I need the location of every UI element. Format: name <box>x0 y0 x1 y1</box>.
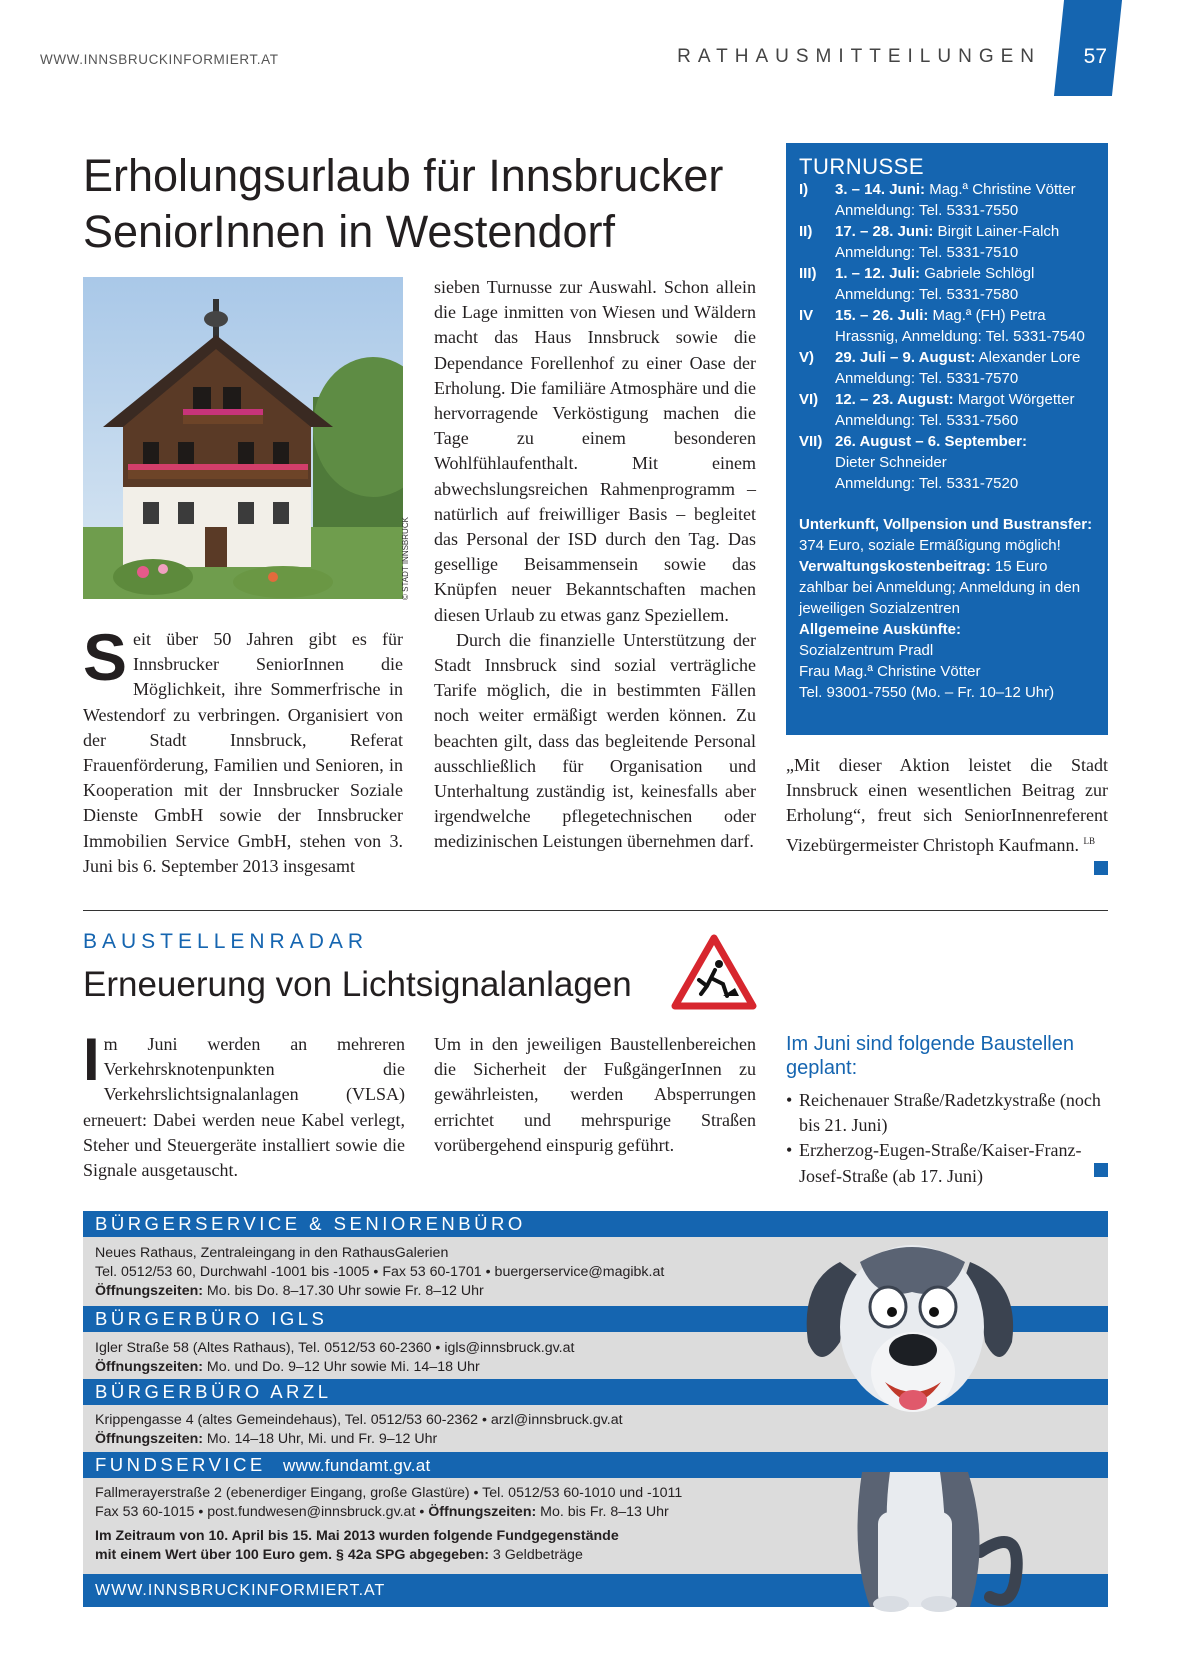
baustellen-label: BAUSTELLENRADAR <box>83 930 369 953</box>
service-bar-buergerservice: BÜRGERSERVICE & SENIORENBÜRO <box>83 1211 1108 1237</box>
turnus-phone: Anmeldung: Tel. 5331-7540 <box>901 328 1085 345</box>
fund-title: FUNDSERVICE <box>95 1454 266 1475</box>
info-line: Tel. 93001-7550 (Mo. – Fr. 10–12 Uhr) <box>799 684 1055 701</box>
baustellen-column-2 <box>434 1032 756 1158</box>
service-bar-arzl: BÜRGERBÜRO ARZL <box>83 1379 1108 1405</box>
service-line[interactable]: Fax 53 60-1015 • post.fundwesen@innsbruck.gv.at • <box>95 1504 429 1520</box>
baustellen-col1-text: m Juni werden an mehreren Verkehrsknotenpunkten die Verkehrslichtsignalanlagen (VLSA) erneuert: Dabei werden neue Kabel verlegt, Steher und Steuergeräte installiert sowie die Signale ausgetauscht. <box>83 1034 405 1181</box>
turnus-item <box>799 389 1094 431</box>
info-label: Allgemeine Auskünfte: <box>799 621 961 638</box>
article-title-line1: Erholungsurlaub für Innsbrucker <box>83 150 724 201</box>
turnus-phone: Anmeldung: Tel. 5331-7510 <box>835 244 1019 261</box>
turnus-leader: Mag.ª Christine Vötter <box>925 181 1076 198</box>
turnus-phone: Anmeldung: Tel. 5331-7580 <box>835 286 1019 303</box>
service-line[interactable]: Krippengasse 4 (altes Gemeindehaus), Tel. 0512/53 60-2362 • arzl@innsbruck.gv.at <box>95 1412 623 1428</box>
service-text <box>95 1244 664 1301</box>
footer-url[interactable]: WWW.INNSBRUCKINFORMIERT.AT <box>83 1574 1108 1607</box>
turnus-dates: 12. – 23. August: <box>835 391 954 408</box>
turnus-number: VI) <box>799 391 819 408</box>
turnus-leader: Dieter Schneider <box>835 454 947 471</box>
baustellen-col2-text: Um in den jeweiligen Baustellenbereichen die Sicherheit der FußgängerInnen zu gewährleisten, werden Absperrungen errichtet und mehrspurige Straßen vorübergehend einspurig geführt. <box>434 1034 756 1155</box>
turnus-leader: Mag.ª (FH) Petra Hrassnig, <box>835 307 1046 345</box>
header-url[interactable]: WWW.INNSBRUCKINFORMIERT.AT <box>40 52 279 67</box>
service-text <box>95 1411 623 1449</box>
turnus-phone: Anmeldung: Tel. 5331-7520 <box>835 475 1019 492</box>
turnus-item <box>799 263 1094 305</box>
section-divider <box>83 910 1108 911</box>
baustellen-list <box>786 1088 1108 1189</box>
drop-cap: S <box>83 620 128 694</box>
turnus-item <box>799 347 1094 389</box>
turnusse-box <box>786 143 1108 735</box>
turnus-dates: 29. Juli – 9. August: <box>835 349 976 366</box>
hours-value: Mo. bis Do. 8–17.30 Uhr sowie Fr. 8–12 Uhr <box>202 1283 484 1299</box>
turnus-dates: 1. – 12. Juli: <box>835 265 921 282</box>
turnus-leader: Gabriele Schlögl <box>920 265 1035 282</box>
turnus-dates: 26. August – 6. September: <box>835 433 1027 450</box>
turnus-item <box>799 179 1094 221</box>
turnus-item <box>799 221 1094 263</box>
drop-cap: I <box>83 1026 100 1093</box>
turnus-dates: 3. – 14. Juni: <box>835 181 926 198</box>
turnus-number: IV <box>799 307 814 324</box>
turnusse-info <box>799 514 1094 703</box>
fee-value: 15 Euro zahlbar bei Anmeldung; Anmeldung in den jeweiligen Sozialzentren <box>799 558 1081 617</box>
hours-value: Mo. und Do. 9–12 Uhr sowie Mi. 14–18 Uhr <box>202 1359 480 1375</box>
fund-notice-value: 3 Geldbeträge <box>488 1547 583 1563</box>
dog-mascot-illustration <box>800 1222 1030 1612</box>
list-item: • Reichenauer Straße/Radetzkystraße (noch bis 21. Juni) <box>786 1088 1108 1138</box>
roadwork-warning-icon <box>671 934 757 1012</box>
turnus-number: VII) <box>799 433 823 450</box>
turnus-number: I) <box>799 181 809 198</box>
article-column-1 <box>83 620 403 879</box>
end-mark-icon <box>1094 1163 1108 1177</box>
service-line[interactable]: Tel. 0512/53 60, Durchwahl -1001 bis -1005 • Fax 53 60-1701 • buergerservice@magibk.at <box>95 1264 665 1280</box>
turnus-dates: 15. – 26. Juli: <box>835 307 929 324</box>
quote-text: „Mit dieser Aktion leistet die Stadt Innsbruck einen wesentlichen Beitrag zur Erholung“, freut sich SeniorInnenreferent Vizebürgermeister Christoph Kaufmann. <box>786 755 1108 855</box>
hours-value: Mo. 14–18 Uhr, Mi. und Fr. 9–12 Uhr <box>202 1431 438 1447</box>
baustellen-title: Erneuerung von Lichtsignalanlagen <box>83 965 632 1004</box>
hours-label: Öffnungszeiten: <box>95 1431 203 1447</box>
turnus-leader: Alexander Lore <box>975 349 1081 366</box>
fee-label: Verwaltungskostenbeitrag: <box>799 558 991 575</box>
service-bar-igls: BÜRGERBÜRO IGLS <box>83 1306 1108 1332</box>
price-label: Unterkunft, Vollpension und Bustransfer: <box>799 516 1093 533</box>
house-photo <box>83 277 403 599</box>
baustellen-list-column <box>786 1032 1108 1189</box>
turnus-number: III) <box>799 265 817 282</box>
article-col1-text: eit über 50 Jahren gibt es für Innsbrucker SeniorInnen die Möglichkeit, ihre Sommerfrische in Westendorf zu verbringen. Organisiert von der Stadt Innsbruck, Referat Frauenförderung, Familien und Senioren, in Kooperation mit der Innsbrucker Soziale Dienste GmbH sowie der Innsbrucker Immobilien Service GmbH, stehen von 3. Juni bis 6. September 2013 insgesamt <box>83 629 403 876</box>
article-column-2 <box>434 275 756 855</box>
hours-label: Öffnungszeiten: <box>95 1283 203 1299</box>
author-initials: LB <box>1083 835 1096 846</box>
article-col2-para2: Durch die finanzielle Unterstützung der Stadt Innsbruck sind sozial verträgliche Tarife möglich, die in bestimmten Fällen noch weiter ermäßigt werden können. Zu beachten gilt, dass das begleitende Personal ausschließlich für Organisation und Unterhaltung zuständig ist, keinesfalls aber irgendwelche pflegetechnischen oder medizinischen Leistungen übernehmen darf. <box>434 629 756 852</box>
baustellen-list-heading: Im Juni sind folgende Baustellen geplant: <box>786 1033 1074 1079</box>
turnus-leader: Birgit Lainer-Falch <box>933 223 1060 240</box>
section-title: RATHAUSMITTEILUNGEN <box>677 46 1041 67</box>
turnus-item <box>799 305 1094 347</box>
list-item: • Erzherzog-Eugen-Straße/Kaiser-Franz-Josef-Straße (ab 17. Juni) <box>786 1138 1108 1188</box>
turnus-phone: Anmeldung: Tel. 5331-7550 <box>835 202 1019 219</box>
service-line: Neues Rathaus, Zentraleingang in den RathausGalerien <box>95 1245 449 1261</box>
end-mark-icon <box>1094 861 1108 875</box>
info-line: Sozialzentrum Pradl <box>799 642 934 659</box>
turnus-phone: Anmeldung: Tel. 5331-7570 <box>835 370 1019 387</box>
turnus-item <box>799 431 1094 494</box>
hours-value: Mo. bis Fr. 8–13 Uhr <box>536 1504 669 1520</box>
hours-label: Öffnungszeiten: <box>428 1504 537 1520</box>
turnus-list <box>799 179 1094 494</box>
service-line[interactable]: Igler Straße 58 (Altes Rathaus), Tel. 0512/53 60-2360 • igls@innsbruck.gv.at <box>95 1340 575 1356</box>
photo-credit: © STADT INNSBRUCK <box>401 517 410 600</box>
service-text <box>95 1484 682 1565</box>
info-line: Frau Mag.ª Christine Vötter <box>799 663 981 680</box>
article-title-line2: SeniorInnen in Westendorf <box>83 206 616 257</box>
service-text <box>95 1339 574 1377</box>
turnus-number: II) <box>799 223 813 240</box>
service-line: Fallmerayerstraße 2 (ebenerdiger Eingang, große Glastüre) • Tel. 0512/53 60-1010 und -1011 <box>95 1485 683 1501</box>
fund-url[interactable]: www.fundamt.gv.at <box>283 1456 431 1475</box>
baustellen-column-1 <box>83 1026 405 1183</box>
fund-notice: Im Zeitraum von 10. April bis 15. Mai 2013 wurden folgende Fundgegenstände <box>95 1528 619 1544</box>
price-value: 374 Euro, soziale Ermäßigung möglich! <box>799 537 1061 554</box>
article-col2-para1: sieben Turnusse zur Auswahl. Schon allein die Lage inmitten von Wiesen und Wäldern macht das Haus Innsbruck sowie die Dependance Forellenhof zu einer Oase der Erholung. Die familiäre Atmosphäre und die hervorragende Verköstigung machen die Tage zu einem besonderen Wohlfühlaufenthalt. Mit einem abwechslungsreichen Rahmenprogramm – natürlich auf freiwilliger Basis – begleitet das Personal der ISD durch den Tag. Das gesellige Beisammensein sowie das Knüpfen neuer Bekanntschaften machen diesen Urlaub zu etwas ganz Speziellem. <box>434 277 756 625</box>
page-number: 57 <box>1083 45 1107 68</box>
turnusse-heading: TURNUSSE <box>799 154 925 179</box>
house-illustration <box>83 277 403 599</box>
turnus-number: V) <box>799 349 814 366</box>
hours-label: Öffnungszeiten: <box>95 1359 203 1375</box>
fund-notice: mit einem Wert über 100 Euro gem. § 42a SPG abgegeben: <box>95 1547 489 1563</box>
turnus-dates: 17. – 28. Juni: <box>835 223 934 240</box>
article-quote <box>786 753 1108 858</box>
turnus-phone: Anmeldung: Tel. 5331-7560 <box>835 412 1019 429</box>
article-title <box>83 148 783 260</box>
turnus-leader: Margot Wörgetter <box>953 391 1075 408</box>
